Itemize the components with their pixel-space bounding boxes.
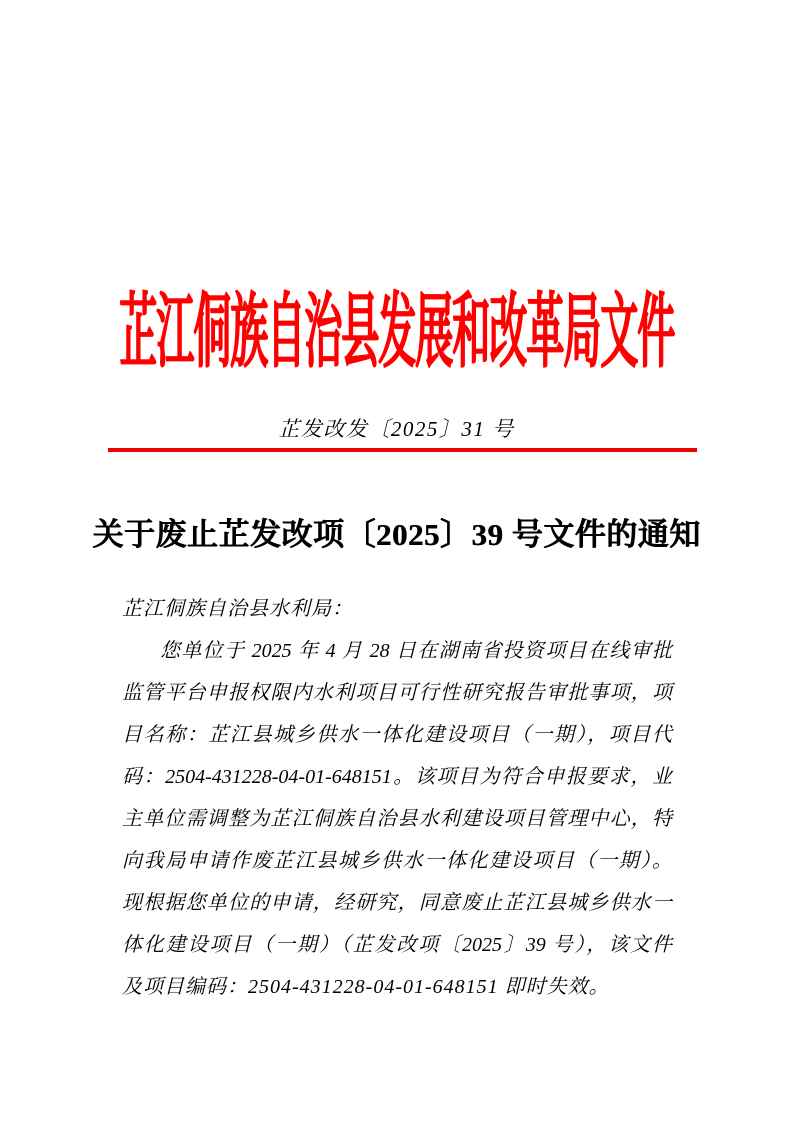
body-line: 码：2504-431228-04-01-648151。该项目为符合申报要求，业	[122, 766, 672, 788]
body-line: 您单位于 2025 年 4 月 28 日在湖南省投资项目在线审批	[160, 640, 672, 662]
body-line: 及项目编码：2504-431228-04-01-648151 即时失效。	[122, 976, 610, 998]
salutation: 芷江侗族自治县水利局：	[122, 598, 353, 620]
document-body	[122, 588, 672, 1008]
agency-header	[0, 265, 793, 379]
body-line: 监管平台申报权限内水利项目可行性研究报告审批事项，项	[122, 682, 672, 704]
body-line: 现根据您单位的申请，经研究，同意废止芷江县城乡供水一	[122, 892, 672, 914]
body-line: 体化建设项目（一期）（芷发改项〔2025〕39 号），该文件	[122, 934, 672, 956]
body-line: 向我局申请作废芷江县城乡供水一体化建设项目（一期）。	[122, 850, 672, 872]
document-title: 关于废止芷发改项〔2025〕39 号文件的通知	[92, 517, 701, 552]
body-line: 目名称：芷江县城乡供水一体化建设项目（一期），项目代	[122, 724, 672, 746]
document-number: 芷发改发〔2025〕31 号	[278, 417, 515, 441]
body-line: 主单位需调整为芷江侗族自治县水利建设项目管理中心，特	[122, 808, 672, 830]
red-divider-line	[108, 448, 697, 452]
agency-header-title: 芷江侗族自治县发展和改革局文件	[118, 288, 674, 379]
